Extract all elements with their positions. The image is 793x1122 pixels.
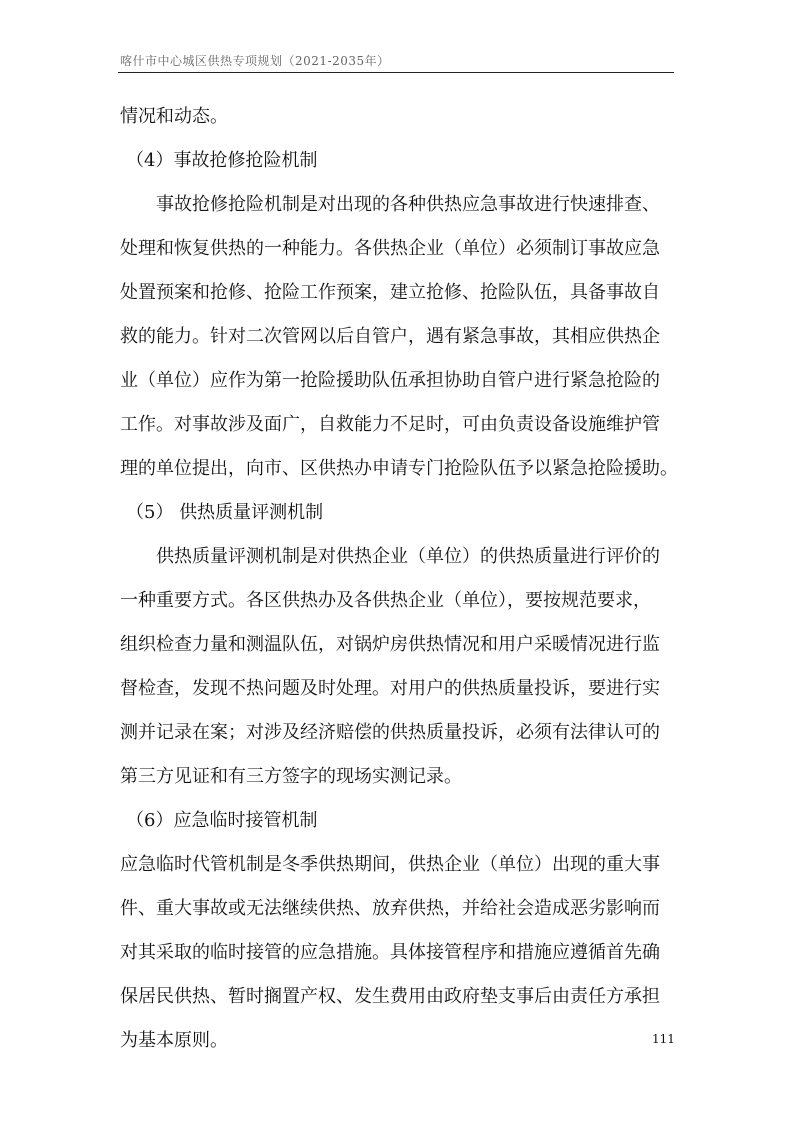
text-line: 理的单位提出，向市、区供热办申请专门抢险队伍予以紧急抢险援助。: [120, 458, 678, 479]
page-number: 111: [652, 1032, 675, 1046]
section-heading-5: （5） 供热质量评测机制: [126, 502, 324, 523]
text-line: 第三方见证和有三方签字的现场实测记录。: [120, 766, 462, 787]
section-heading-6: （6）应急临时接管机制: [126, 810, 318, 831]
text-line: 保居民供热、暂时搁置产权、发生费用由政府垫支事后由责任方承担: [120, 986, 660, 1007]
text-line: 件、重大事故或无法继续供热、放弃供热，并给社会造成恶劣影响而: [120, 898, 660, 919]
text-line: 事故抢修抢险机制是对出现的各种供热应急事故进行快速排查、: [156, 194, 660, 215]
text-line: 情况和动态。: [120, 106, 228, 127]
text-line: 工作。对事故涉及面广，自救能力不足时，可由负责设备设施维护管: [120, 414, 660, 435]
header-rule: [118, 72, 674, 73]
text-line: 为基本原则。: [120, 1030, 228, 1051]
text-line: 督检查，发现不热问题及时处理。对用户的供热质量投诉，要进行实: [120, 678, 660, 699]
text-line: 供热质量评测机制是对供热企业（单位）的供热质量进行评价的: [156, 546, 660, 567]
text-line: 处置预案和抢修、抢险工作预案，建立抢修、抢险队伍，具备事故自: [120, 282, 660, 303]
text-line: 处理和恢复供热的一种能力。各供热企业（单位）必须制订事故应急: [120, 238, 660, 259]
text-line: 业（单位）应作为第一抢险援助队伍承担协助自管户进行紧急抢险的: [120, 370, 660, 391]
running-header: 喀什市中心城区供热专项规划（2021-2035年）: [120, 54, 390, 68]
section-heading-4: （4）事故抢修抢险机制: [126, 150, 318, 171]
text-line: 应急临时代管机制是冬季供热期间，供热企业（单位）出现的重大事: [120, 854, 660, 875]
text-line: 救的能力。针对二次管网以后自管户，遇有紧急事故，其相应供热企: [120, 326, 660, 347]
text-line: 测并记录在案；对涉及经济赔偿的供热质量投诉，必须有法律认可的: [120, 722, 660, 743]
text-line: 对其采取的临时接管的应急措施。具体接管程序和措施应遵循首先确: [120, 942, 660, 963]
text-line: 组织检查力量和测温队伍，对锅炉房供热情况和用户采暖情况进行监: [120, 634, 660, 655]
text-line: 一种重要方式。各区供热办及各供热企业（单位），要按规范要求，: [120, 590, 651, 611]
